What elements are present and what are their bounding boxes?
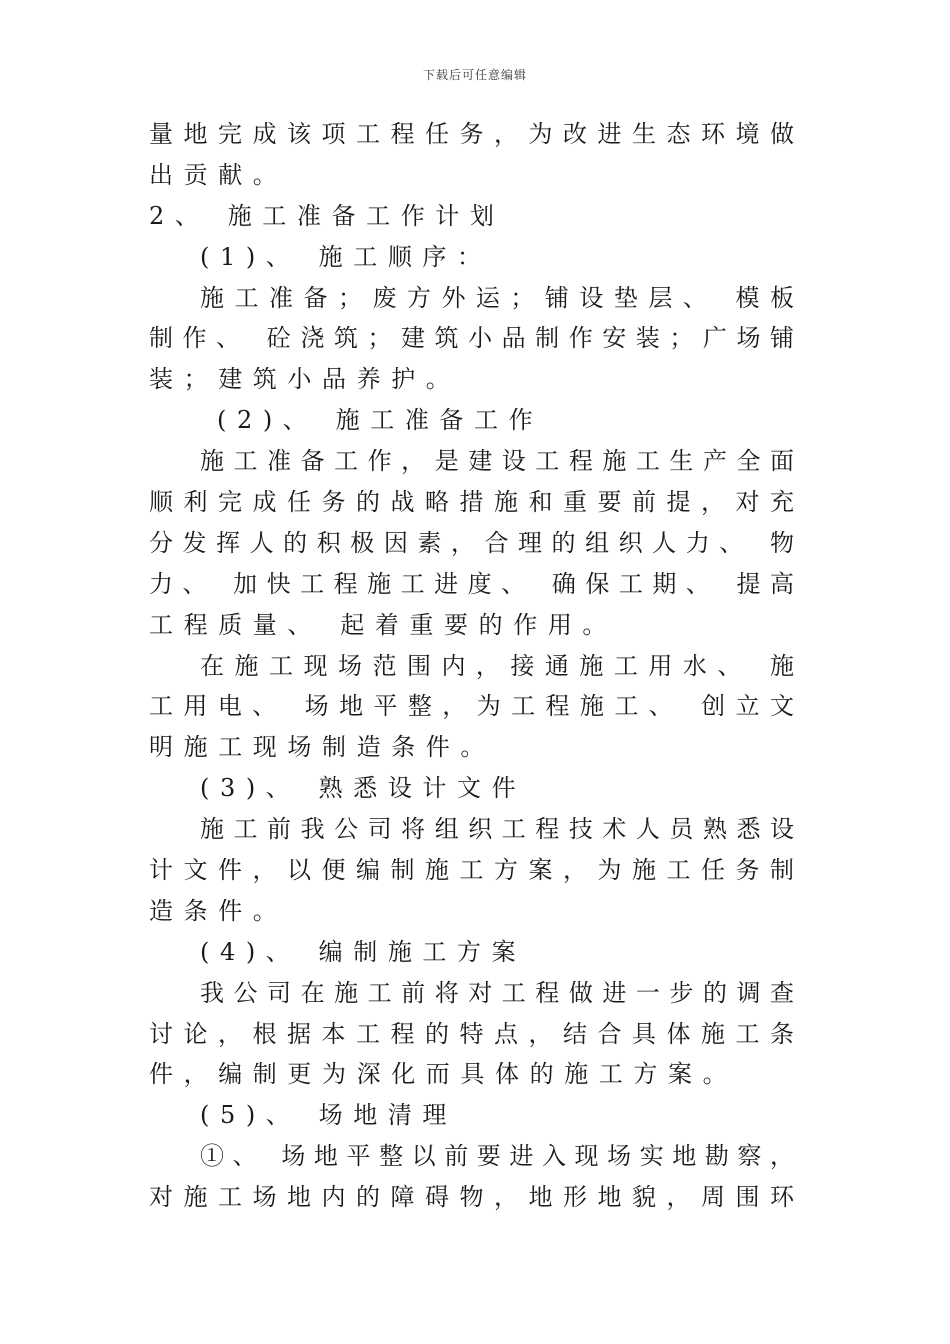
section-heading: 2、 施工准备工作计划 <box>149 201 505 230</box>
subsection-heading: (5)、 场地清理 <box>200 1101 458 1130</box>
paragraph-line: 装；建筑小品养护。 <box>149 365 461 394</box>
paragraph-line: 分发挥人的积极因素，合理的组织人力、 物 <box>149 528 794 557</box>
paragraph-line: 施工准备工作，是建设工程施工生产全面 <box>200 447 794 476</box>
paragraph-line: 我公司在施工前将对工程做进一步的调查 <box>200 978 794 1007</box>
subsection-heading: (3)、 熟悉设计文件 <box>200 774 527 803</box>
paragraph-line: 在施工现场范围内，接通施工用水、 施 <box>200 651 794 680</box>
subsection-heading: (2)、 施工准备工作 <box>217 406 544 435</box>
paragraph-line: 对施工场地内的障碍物，地形地貌，周围环 <box>149 1183 794 1212</box>
paragraph-line: 计文件，以便编制施工方案，为施工任务制 <box>149 856 794 885</box>
paragraph-line: 顺利完成任务的战略措施和重要前提，对充 <box>149 488 794 517</box>
paragraph-line: 件，编制更为深化而具体的施工方案。 <box>149 1060 738 1089</box>
paragraph-line: ①、 场地平整以前要进入现场实地勘察， <box>200 1142 794 1171</box>
subsection-heading: (4)、 编制施工方案 <box>200 937 527 966</box>
text-line: 出贡献。 <box>149 160 288 189</box>
paragraph-line: 工用电、 场地平整，为工程施工、 创立文 <box>149 692 794 721</box>
header-note: 下载后可任意编辑 <box>422 68 527 82</box>
text-line: 量地完成该项工程任务，为改进生态环境做 <box>149 120 794 148</box>
paragraph-line: 造条件。 <box>149 896 288 925</box>
paragraph-line: 制作、 砼浇筑；建筑小品制作安装；广场铺 <box>149 324 794 353</box>
paragraph-line: 讨论，根据本工程的特点，结合具体施工条 <box>149 1019 794 1048</box>
paragraph-line: 施工前我公司将组织工程技术人员熟悉设 <box>200 815 794 844</box>
document-body <box>149 114 794 1218</box>
paragraph-line: 明施工现场制造条件。 <box>149 733 495 762</box>
subsection-heading: (1)、 施工顺序： <box>200 242 492 271</box>
paragraph-line: 力、 加快工程施工进度、 确保工期、 提高 <box>149 569 794 598</box>
paragraph-line: 工程质量、 起着重要的作用。 <box>149 610 618 639</box>
paragraph-line: 施工准备；废方外运；铺设垫层、 模板 <box>200 283 794 312</box>
